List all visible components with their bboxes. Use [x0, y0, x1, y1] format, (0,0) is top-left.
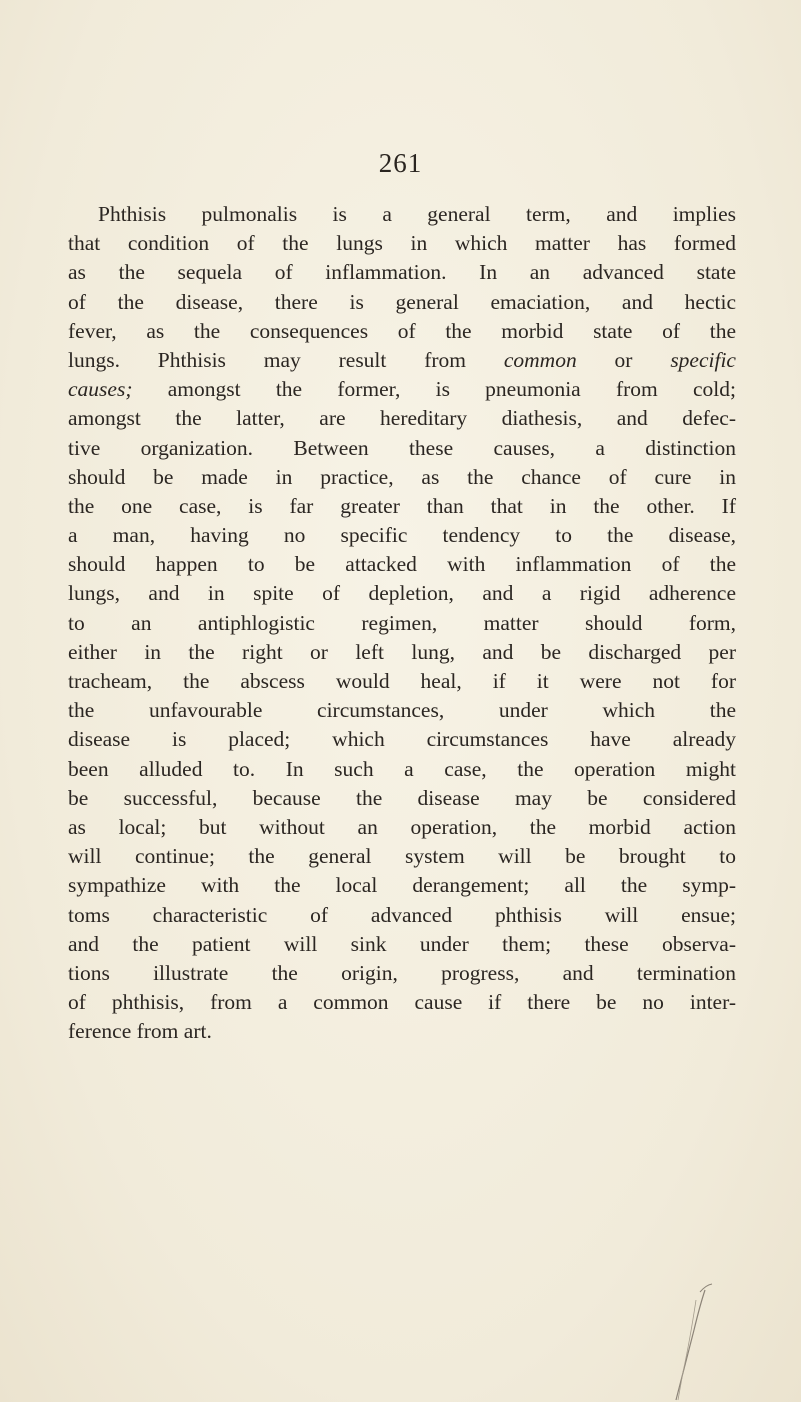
fold-line: [678, 1300, 696, 1400]
text-line: should be made in practice, as the chance of cure in: [68, 464, 736, 489]
text-line: toms characteristic of advanced phthisis will ensue;: [68, 902, 736, 927]
text-line: fever, as the consequences of the morbid state of the: [68, 318, 736, 343]
text-line: been alluded to. In such a case, the operation might: [68, 756, 736, 781]
text-line: disease is placed; which circumstances have already: [68, 727, 736, 752]
text-segment: or: [576, 347, 671, 372]
text-segment: amongst the former, is pneumonia from cold;: [132, 377, 736, 402]
text-line: of the disease, there is general emaciation, and hectic: [68, 289, 736, 314]
text-line: Phthisis pulmonalis is a general term, and implies: [98, 202, 736, 226]
fold-line: [700, 1284, 712, 1292]
text-line: as the sequela of inflammation. In an advanced state: [68, 260, 736, 285]
text-line: [68, 375, 736, 404]
body-paragraph: [68, 200, 736, 1046]
text-line: will continue; the general system will be brought to: [68, 844, 736, 869]
text-line: sympathize with the local derangement; all the symp-: [68, 873, 736, 898]
text-line: as local; but without an operation, the morbid action: [68, 814, 736, 839]
text-line: the one case, is far greater than that in the other. If: [68, 493, 736, 518]
fold-line: [676, 1330, 694, 1400]
text-line: be successful, because the disease may be considered: [68, 785, 736, 810]
text-line: and the patient will sink under them; these observa-: [68, 931, 736, 956]
text-line: of phthisis, from a common cause if there be no inter-: [68, 990, 736, 1015]
text-line: tions illustrate the origin, progress, and termination: [68, 960, 736, 985]
text-line: to an antiphlogistic regimen, matter should form,: [68, 610, 736, 635]
text-line: should happen to be attacked with inflammation of the: [68, 552, 736, 577]
italic-term-specific: specific: [670, 347, 736, 372]
text-line: a man, having no specific tendency to the disease,: [68, 523, 736, 548]
italic-term-common: common: [503, 347, 577, 372]
page-number: 261: [378, 148, 423, 178]
text-line: either in the right or left lung, and be discharged per: [68, 639, 736, 664]
text-line: the unfavourable circumstances, under which the: [68, 698, 736, 723]
italic-term-causes: causes;: [68, 377, 133, 402]
fold-line: [694, 1290, 705, 1330]
text-line: that condition of the lungs in which matter has formed: [68, 231, 736, 256]
text-segment: lungs. Phthisis may result from: [68, 347, 504, 372]
text-line: [68, 346, 736, 375]
text-line: lungs, and in spite of depletion, and a rigid adherence: [68, 581, 736, 606]
text-line: ference from art.: [68, 1019, 212, 1044]
text-line: tracheam, the abscess would heal, if it were not for: [68, 669, 736, 693]
text-line: tive organization. Between these causes, a distinction: [68, 435, 736, 460]
text-line: amongst the latter, are hereditary diathesis, and defec-: [68, 406, 736, 431]
